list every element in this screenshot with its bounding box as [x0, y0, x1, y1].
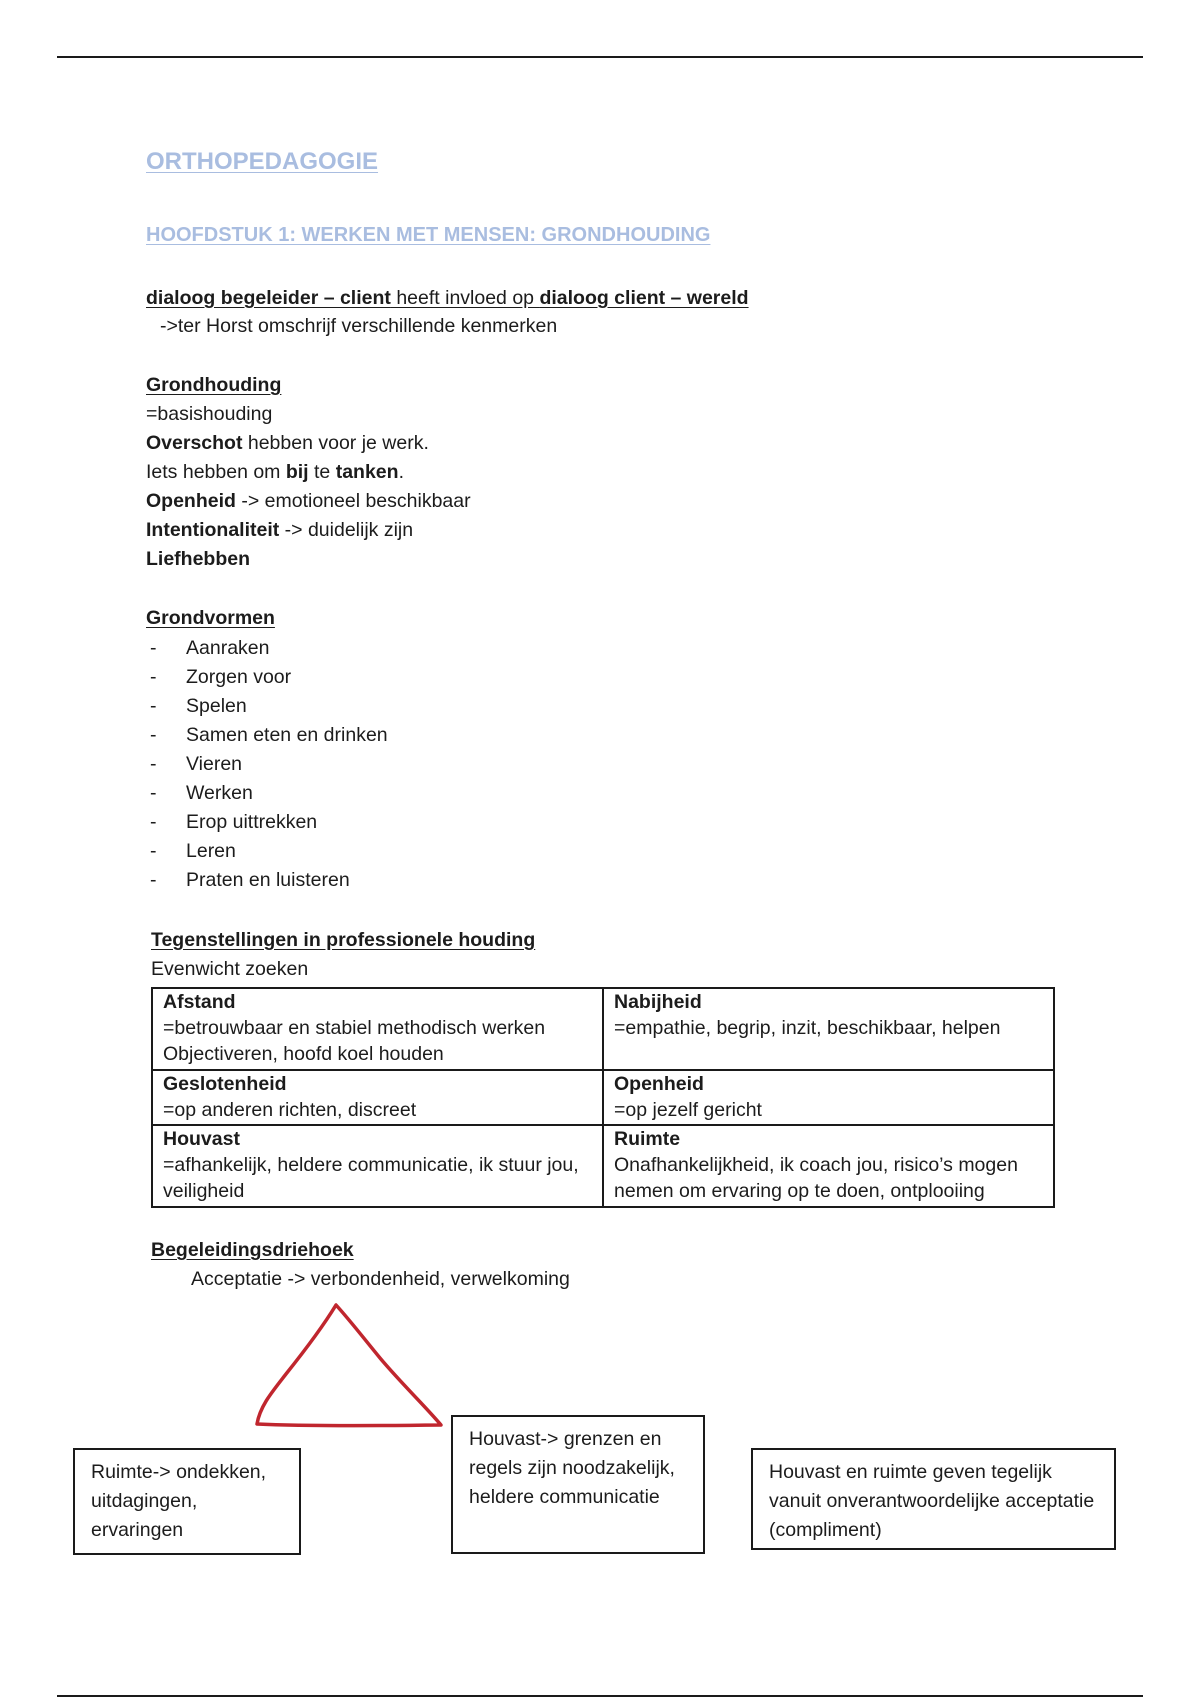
acceptatie-label: Acceptatie -> verbondenheid, verwelkoming [191, 1268, 570, 1290]
tegenstellingen-heading: Tegenstellingen in professionele houding [151, 929, 536, 951]
list-item: - Zorgen voor [150, 666, 292, 688]
chapter-heading: HOOFDSTUK 1: WERKEN MET MENSEN: GRONDHOUDING [146, 224, 711, 246]
openheid-line: Openheid -> emotioneel beschikbaar [146, 490, 471, 512]
driehoek-heading: Begeleidingsdriehoek [151, 1239, 354, 1261]
table-cell: Openheid =op jezelf gericht [603, 1070, 1054, 1125]
table-row [152, 1125, 1054, 1207]
list-item: - Aanraken [150, 637, 270, 659]
page-title: ORTHOPEDAGOGIE [146, 148, 379, 175]
table-cell: Nabijheid =empathie, begrip, inzit, beschikbaar, helpen [603, 988, 1054, 1070]
table-cell: Houvast =afhankelijk, heldere communicatie, ik stuur jou, veiligheid [152, 1125, 603, 1207]
table-row [152, 988, 1054, 1070]
grondvormen-list [146, 634, 388, 895]
liefhebben-line: Liefhebben [146, 548, 251, 570]
list-item: - Werken [150, 782, 253, 804]
tegenstellingen-table [151, 987, 1055, 1208]
grondhouding-definition: =basishouding [146, 403, 273, 425]
bottom-rule [57, 1695, 1143, 1697]
top-rule [57, 56, 1143, 58]
list-item: - Praten en luisteren [150, 869, 350, 891]
dialogue-note: ->ter Horst omschrijf verschillende kenmerken [160, 315, 558, 337]
grondvormen-heading: Grondvormen [146, 607, 275, 629]
list-item: - Erop uittrekken [150, 811, 318, 833]
ruimte-box: Ruimte-> ondekken, uitdagingen, ervaringen [73, 1448, 301, 1555]
triangle-drawing [250, 1298, 450, 1433]
table-cell: Afstand =betrouwbaar en stabiel methodisch werken Objectiveren, hoofd koel houden [152, 988, 603, 1070]
table-row [152, 1070, 1054, 1125]
dialogue-part1: dialoog begeleider – client heeft invloed op dialoog client – wereld [146, 287, 749, 309]
tanken-line: Iets hebben om bij te tanken. [146, 461, 404, 483]
intentionaliteit-line: Intentionaliteit -> duidelijk zijn [146, 519, 414, 541]
table-cell: Ruimte Onafhankelijkheid, ik coach jou, risico’s mogen nemen om ervaring op te doen, ontplooiing [603, 1125, 1054, 1207]
list-item: - Spelen [150, 695, 247, 717]
list-item: - Samen eten en drinken [150, 724, 388, 746]
tegenstellingen-subtitle: Evenwicht zoeken [151, 958, 309, 980]
table-cell: Geslotenheid =op anderen richten, discreet [152, 1070, 603, 1125]
triangle-shape [257, 1305, 441, 1426]
combined-box: Houvast en ruimte geven tegelijk vanuit onverantwoordelijke acceptatie (compliment) [751, 1448, 1116, 1550]
list-item: - Leren [150, 840, 236, 862]
dialogue-line [146, 284, 749, 313]
houvast-box: Houvast-> grenzen en regels zijn noodzakelijk, heldere communicatie [451, 1415, 705, 1554]
list-item: - Vieren [150, 753, 243, 775]
grondhouding-heading: Grondhouding [146, 374, 282, 396]
overschot-line: Overschot hebben voor je werk. [146, 432, 429, 454]
